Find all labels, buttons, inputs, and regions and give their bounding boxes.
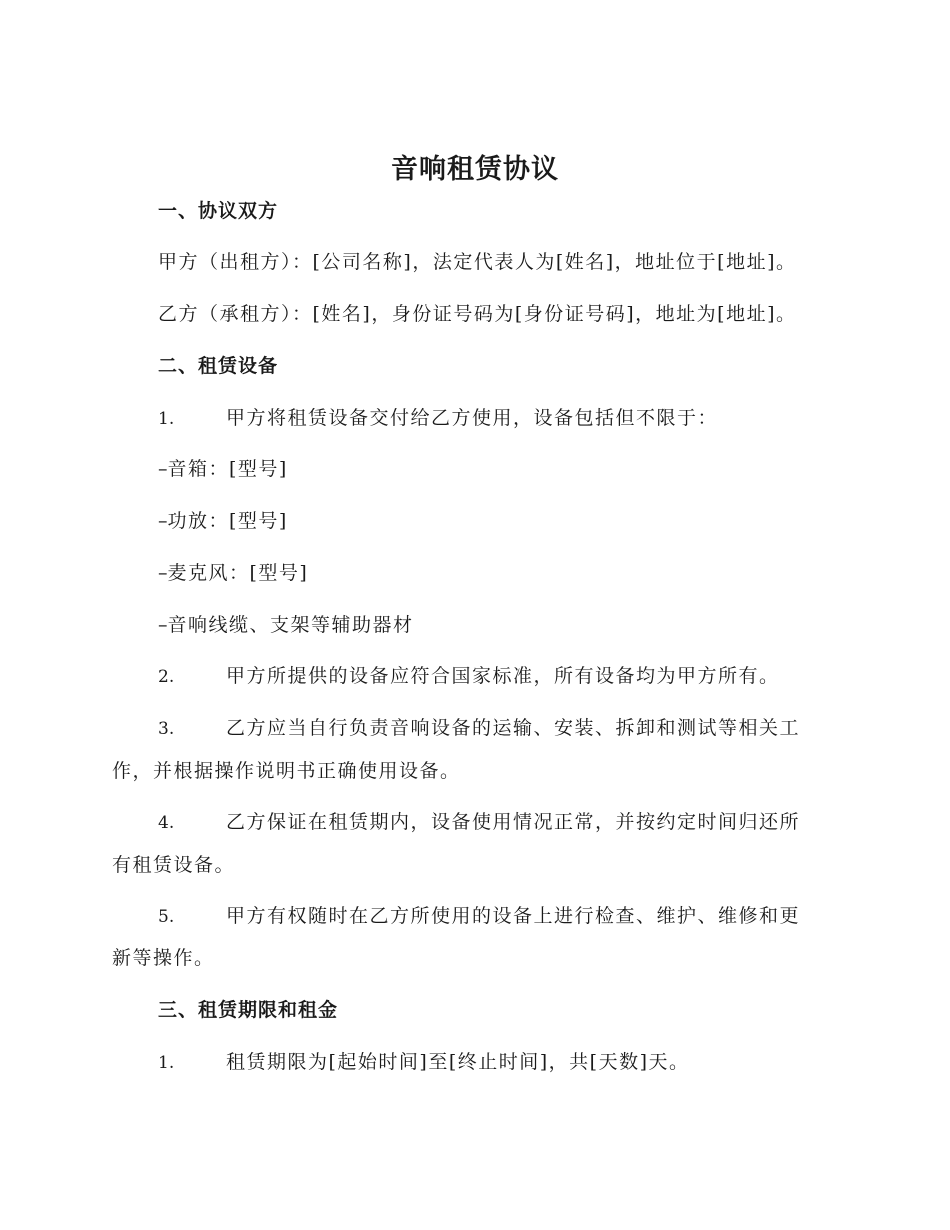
clause-number: 5. — [158, 907, 175, 927]
clause-continuation: 作，并根据操作说明书正确使用设备。 — [112, 760, 461, 782]
party-b-paragraph: 乙方（承租方）：[姓名]，身份证号码为[身份证号码]，地址为[地址]。 — [158, 303, 797, 325]
dash-bullet: – — [158, 458, 168, 480]
clause-number: 4. — [158, 813, 175, 833]
equipment-list-item — [158, 611, 838, 639]
party-a-paragraph: 甲方（出租方）：[公司名称]，法定代表人为[姓名]，地址位于[地址]。 — [158, 251, 797, 273]
clause-number: 3. — [158, 719, 175, 739]
clause-continuation: 新等操作。 — [112, 947, 215, 969]
equipment-list-item — [158, 455, 838, 483]
equipment-text: 音箱：[型号] — [167, 458, 288, 480]
equipment-clause-3 — [158, 714, 838, 743]
equipment-text: 麦克风：[型号] — [167, 562, 309, 584]
dash-bullet: – — [158, 562, 168, 584]
dash-bullet: – — [158, 614, 168, 636]
clause-number: 1. — [158, 409, 175, 429]
section-heading-parties: 一、协议双方 — [158, 200, 279, 222]
equipment-list-item — [158, 559, 838, 587]
section-heading-equipment: 二、租赁设备 — [158, 355, 279, 377]
dash-bullet: – — [158, 510, 168, 532]
term-clause-1 — [158, 1048, 838, 1077]
clause-number: 1. — [158, 1053, 175, 1073]
equipment-list-item — [158, 507, 838, 535]
clause-text: 租赁期限为[起始时间]至[终止时间]，共[天数]天。 — [226, 1051, 690, 1073]
equipment-clause-5 — [158, 902, 838, 931]
clause-text: 乙方应当自行负责音响设备的运输、安装、拆卸和测试等相关工 — [226, 717, 801, 739]
section-heading-term-rent: 三、租赁期限和租金 — [158, 999, 339, 1021]
equipment-text: 音响线缆、支架等辅助器材 — [167, 614, 414, 636]
equipment-text: 功放：[型号] — [167, 510, 288, 532]
clause-text: 甲方有权随时在乙方所使用的设备上进行检查、维护、维修和更 — [226, 905, 801, 927]
clause-text: 甲方将租赁设备交付给乙方使用，设备包括但不限于： — [226, 407, 719, 429]
equipment-clause-2 — [158, 662, 838, 691]
clause-number: 2. — [158, 667, 175, 687]
equipment-clause-4 — [158, 808, 838, 837]
clause-continuation: 有租赁设备。 — [112, 854, 236, 876]
clause-text: 乙方保证在租赁期内，设备使用情况正常，并按约定时间归还所 — [226, 811, 801, 833]
document-title: 音响租赁协议 — [391, 154, 559, 185]
clause-text: 甲方所提供的设备应符合国家标准，所有设备均为甲方所有。 — [226, 665, 780, 687]
equipment-clause-1 — [158, 404, 838, 433]
